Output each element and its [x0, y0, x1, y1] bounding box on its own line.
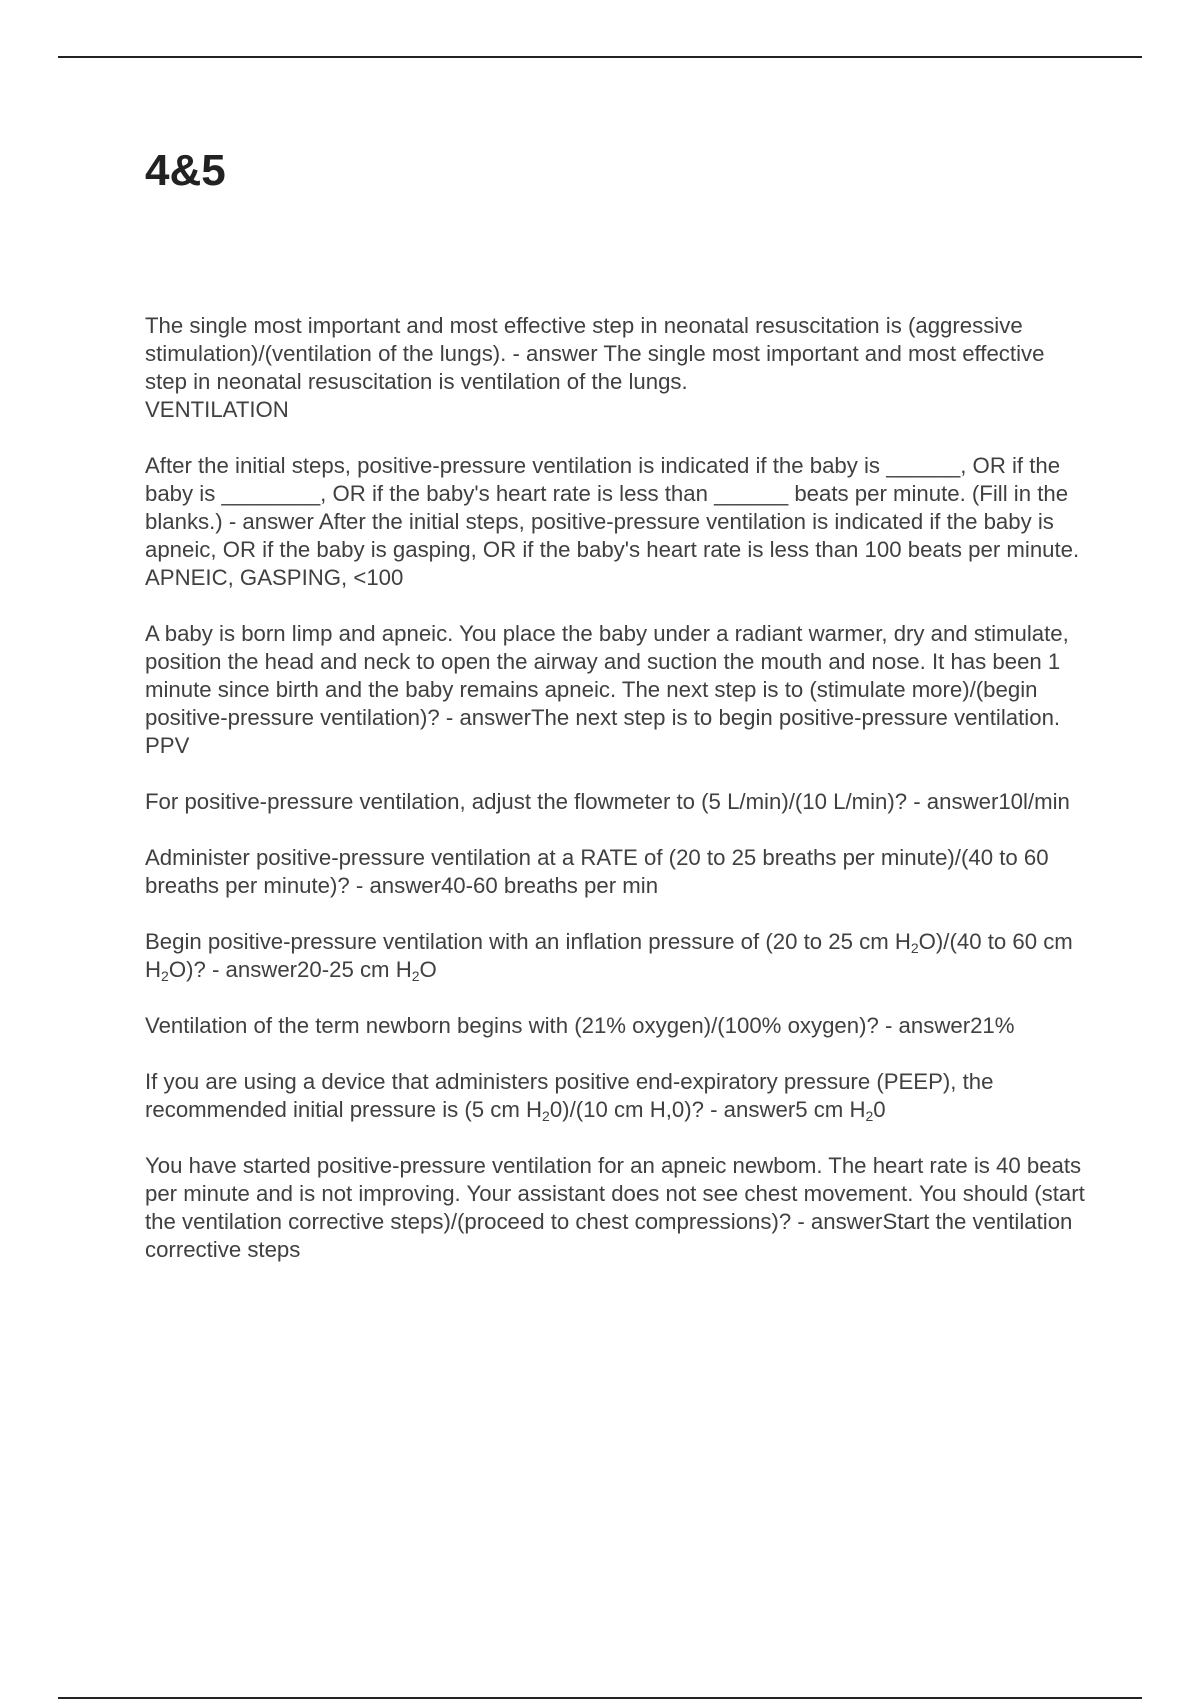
qa-question: For positive-pressure ventilation, adjust the flowmeter to (5 L/min)/(10 L/min)? - answer10l/min — [145, 789, 1070, 814]
subscript: 2 — [865, 1108, 874, 1124]
bottom-rule — [58, 1697, 1142, 1699]
qa-item-9 — [145, 1152, 1085, 1264]
qa-item-7 — [145, 1012, 1085, 1040]
qa-answer: APNEIC, GASPING, <100 — [145, 565, 404, 590]
qa-question: A baby is born limp and apneic. You place the baby under a radiant warmer, dry and stimulate, position the head and neck to open the airway and suction the mouth and nose. It has been 1 minute since birth and the baby remains apneic. The next step is to (stimulate more)/(begin positive-pressure ventilation)? - answerThe next step is to begin positive-pressure ventilation. — [145, 621, 1069, 730]
top-rule — [58, 56, 1142, 58]
qa-text-segment: 0 — [873, 1097, 886, 1122]
qa-item-6 — [145, 928, 1085, 984]
qa-item-3 — [145, 620, 1085, 760]
qa-text-segment: If you are using a device that administers positive end-expiratory pressure (PEEP), the recommended initial pressure is (5 cm H — [145, 1069, 994, 1122]
subscript: 2 — [161, 968, 169, 984]
qa-question: After the initial steps, positive-pressure ventilation is indicated if the baby is ______, OR if the baby is ________, OR if the baby's heart rate is less than ______ beats per minute. (Fill in the blanks.) - answer After the initial steps, positive-pressure ventilation is indicated if the baby is apneic, OR if the baby is gasping, OR if the baby's heart rate is less than 100 beats per minute. — [145, 453, 1080, 562]
qa-question: Ventilation of the term newborn begins with (21% oxygen)/(100% oxygen)? - answer21% — [145, 1013, 1015, 1038]
qa-question: You have started positive-pressure ventilation for an apneic newbom. The heart rate is 40 beats per minute and is not improving. Your assistant does not see chest movement. You should (start the ventilation corrective steps)/(proceed to chest compressions)? - answerStart the ventilation corrective steps — [145, 1153, 1085, 1262]
qa-answer: PPV — [145, 733, 190, 758]
qa-list — [145, 312, 1085, 1292]
qa-text-segment: O)? - answer20-25 cm H — [168, 957, 412, 982]
qa-item-4 — [145, 788, 1085, 816]
qa-text-segment: O — [419, 957, 437, 982]
qa-text-segment: 0)/(10 cm H,0)? - answer5 cm H — [549, 1097, 866, 1122]
document-title: 4&5 — [145, 146, 226, 195]
qa-question: The single most important and most effective step in neonatal resuscitation is (aggressive stimulation)/(ventilation of the lungs). - answer The single most important and most effective step in neonatal resuscitation is ventilation of the lungs. — [145, 313, 1045, 394]
qa-text-segment: Begin positive-pressure ventilation with an inflation pressure of (20 to 25 cm H — [145, 929, 911, 954]
subscript: 2 — [411, 968, 420, 984]
subscript: 2 — [910, 940, 919, 956]
qa-question: Administer positive-pressure ventilation at a RATE of (20 to 25 breaths per minute)/(40 to 60 breaths per minute)? - answer40-60 breaths per min — [145, 845, 1049, 898]
qa-item-5 — [145, 844, 1085, 900]
subscript: 2 — [542, 1108, 550, 1124]
qa-item-2 — [145, 452, 1085, 592]
qa-answer: VENTILATION — [145, 397, 289, 422]
qa-item-8 — [145, 1068, 1085, 1124]
qa-item-1 — [145, 312, 1085, 424]
qa-text-segment: O)/(40 to 60 cm H — [145, 929, 1073, 982]
